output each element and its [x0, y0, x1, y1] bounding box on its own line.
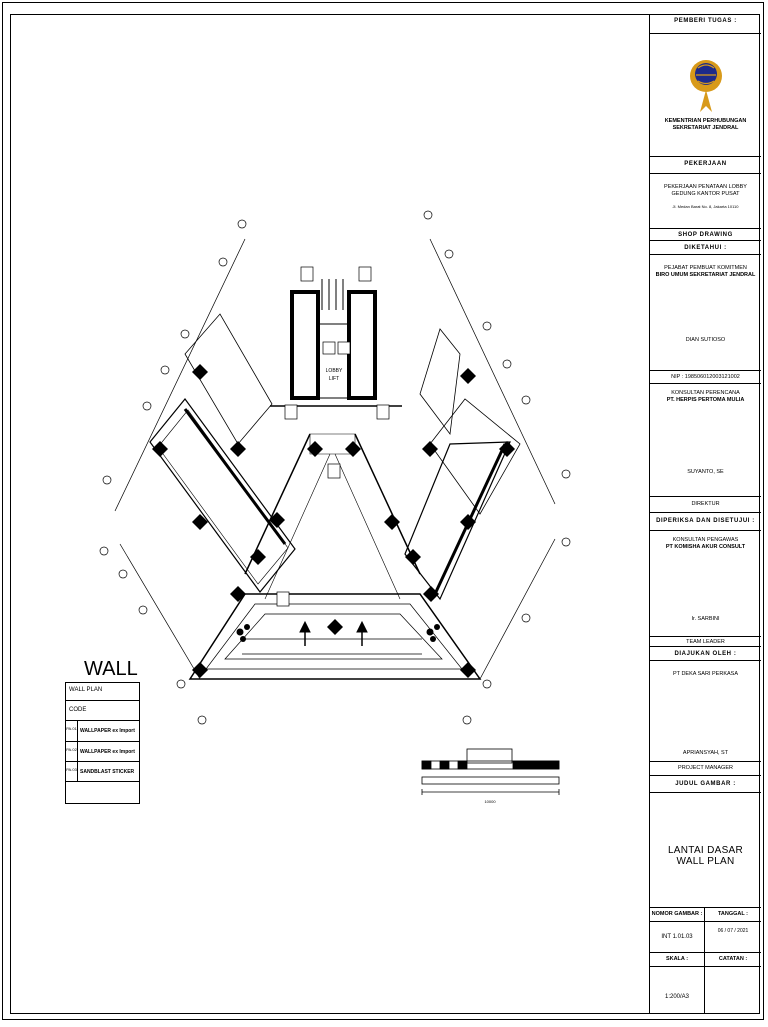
lift-shaft-right: [349, 292, 375, 398]
legend-item: [66, 762, 139, 782]
legend-item-code: PA.01: [66, 721, 78, 741]
scale-total: 10000: [484, 799, 496, 804]
catatan-header: CATATAN :: [718, 956, 748, 962]
pengawas-title: KONSULTAN PENGAWAS: [672, 537, 739, 543]
perencana-title: KONSULTAN PERENCANA: [671, 390, 740, 396]
ministry-name: KEMENTRIAN PERHUBUNGAN: [664, 118, 747, 124]
contractor-name: APRIANSYAH, ST: [682, 750, 729, 756]
pengawas-company: PT KOMISHA AKUR CONSULT: [665, 544, 746, 550]
pekerjaan-header: PEKERJAAN: [650, 156, 761, 173]
contractor-role-row: [650, 761, 761, 775]
pengawas-role: TEAM LEADER: [686, 639, 725, 645]
nomor-tanggal-value-row: [650, 921, 761, 952]
ministry-logo-icon: [686, 50, 726, 120]
drawing-type: SHOP DRAWING: [650, 228, 761, 240]
perencana-name: SUYANTO, SE: [687, 469, 724, 475]
perencana-company: PT. HERPIS PERTOMA MULIA: [666, 397, 745, 403]
legend-item-desc: WALLPAPER ex Import: [80, 749, 135, 755]
legend-table-title: WALL PLAN: [69, 687, 103, 693]
entrance-band: [190, 594, 480, 679]
drawing-number: INT 1.01.03: [650, 922, 705, 952]
diajukan-header: DIAJUKAN OLEH :: [650, 646, 761, 660]
pejabat-section: [650, 254, 761, 382]
legend-item-code: PA.03: [66, 762, 78, 781]
project-section: [650, 173, 761, 228]
legend-heading: WALL: [84, 658, 138, 680]
legend-title-row: [66, 683, 139, 701]
pejabat-nip-row: [650, 370, 761, 383]
legend-item-desc: WALLPAPER ex Import: [80, 728, 135, 734]
ministry-unit: SEKRETARIAT JENDRAL: [672, 125, 739, 131]
left-wing-outline: [150, 399, 295, 592]
pejabat-title: PEJABAT PEMBUAT KOMITMEN: [664, 265, 747, 271]
skala-header: SKALA :: [650, 953, 705, 966]
diperiksa-header: DIPERIKSA DAN DISETUJUI :: [650, 512, 761, 530]
legend-code-row: [66, 701, 139, 721]
project-name: PEKERJAAN PENATAAN LOBBY: [664, 184, 747, 190]
contractor-company: PT DEKA SARI PERKASA: [672, 671, 738, 677]
pejabat-name: DIAN SUTIOSO: [685, 337, 726, 343]
contractor-section: [650, 660, 761, 761]
floor-plan-area: [10, 14, 649, 1014]
skala-value-row: [650, 966, 761, 1014]
pengawas-name: Ir. SARBINI: [691, 616, 720, 622]
drawing-date: 06 / 07 / 2021: [717, 928, 749, 934]
legend-code-header: CODE: [69, 707, 87, 713]
lobby-label: LOBBY: [325, 368, 343, 374]
floor-plan: [10, 14, 649, 1014]
skala-catatan-header-row: [650, 952, 761, 966]
judul-header: JUDUL GAMBAR :: [650, 775, 761, 792]
perencana-section: [650, 383, 761, 503]
lift-shaft-left: [292, 292, 318, 398]
project-address: Jl. Medan Barat No. 8, Jakarta 10110: [672, 204, 739, 209]
pengawas-section: [650, 530, 761, 637]
legend-item: [66, 721, 139, 742]
project-building: GEDUNG KANTOR PUSAT: [671, 191, 740, 197]
pejabat-unit: BIRO UMUM SEKRETARIAT JENDRAL: [655, 272, 756, 278]
drawing-scale: 1:200/A3: [650, 967, 705, 1014]
legend-item-desc: SANDBLAST STICKER: [80, 769, 135, 775]
legend-item-code: PA.02: [66, 742, 78, 761]
graphic-scale: [422, 749, 559, 795]
ministry-section: [650, 33, 761, 156]
pemberi-tugas-header: PEMBERI TUGAS :: [674, 18, 737, 24]
drawing-title-line2: WALL PLAN: [676, 856, 735, 867]
contractor-role: PROJECT MANAGER: [678, 765, 733, 771]
lobby-lift-room: [318, 324, 349, 398]
pejabat-nip: NIP : 198506012003121002: [671, 374, 740, 380]
judul-section: [650, 792, 761, 907]
perencana-role: DIREKTUR: [691, 501, 720, 507]
diketahui-header: DIKETAHUI :: [650, 240, 761, 254]
perencana-role-row: [650, 496, 761, 512]
nomor-header: NOMOR GAMBAR :: [650, 908, 705, 921]
lift-label: LIFT: [328, 376, 340, 382]
title-block: [649, 14, 760, 1014]
legend-table: [65, 682, 140, 804]
drawing-title-line1: LANTAI DASAR: [667, 845, 744, 856]
tanggal-header: TANGGAL :: [717, 911, 749, 917]
legend-item: [66, 742, 139, 762]
nomor-tanggal-header-row: [650, 907, 761, 921]
